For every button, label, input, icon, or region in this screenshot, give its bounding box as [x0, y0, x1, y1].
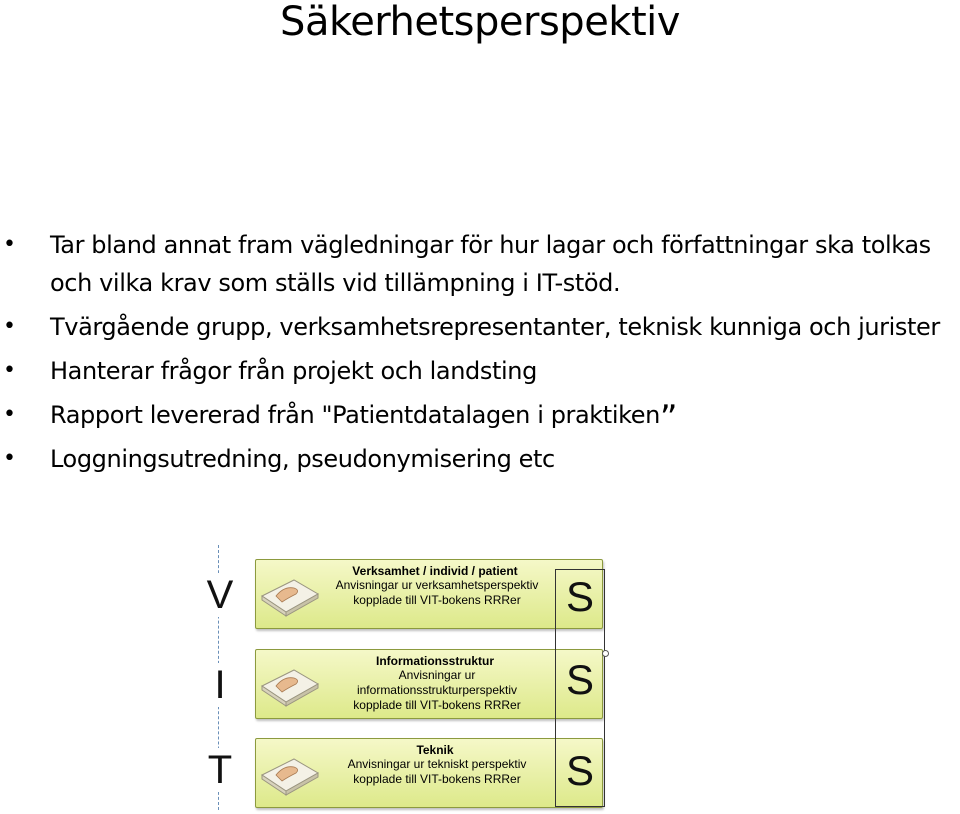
- bullet-item: [0, 226, 960, 302]
- book-icon: [260, 574, 320, 618]
- axis-letter-t: T: [204, 748, 236, 792]
- connector-circle-icon: [602, 650, 609, 657]
- layer-text: [320, 757, 554, 787]
- security-letter-s: S: [565, 747, 594, 794]
- layer-text-line: Anvisningar ur informationsstrukturperspektiv: [356, 668, 518, 697]
- bullet-icon: •: [3, 314, 16, 339]
- bullet-icon: •: [3, 358, 16, 383]
- layer-text-line: kopplade till VIT-bokens RRRer: [353, 772, 521, 786]
- layer-text: [320, 578, 554, 608]
- layer-title: Verksamhet / individ / patient: [352, 564, 518, 578]
- bullet-text: Tar bland annat fram vägledningar för hur lagar och författningar ska tolkas och vilka krav som ställs vid tillämpning i IT-stöd.: [50, 231, 931, 297]
- bullet-icon: •: [3, 402, 16, 427]
- bullet-icon: •: [3, 232, 16, 257]
- bullet-text: Tvärgående grupp, verksamhetsrepresentanter, teknisk kunniga och jurister: [50, 313, 940, 341]
- layer-text-line: kopplade till VIT-bokens RRRer: [353, 698, 521, 712]
- layer-text-line: Anvisningar ur verksamhetsperspektiv: [335, 578, 539, 592]
- bullet-text: Hanterar frågor från projekt och landsting: [50, 357, 537, 385]
- layer-teknik: [255, 738, 603, 808]
- security-letter-s: S: [565, 656, 594, 703]
- bullet-text: Loggningsutredning, pseudonymisering etc: [50, 445, 555, 473]
- security-letter-s: S: [565, 573, 594, 620]
- bullet-item: [0, 352, 960, 390]
- layer-text-line: Anvisningar ur tekniskt perspektiv: [347, 757, 527, 771]
- book-icon: [260, 753, 320, 797]
- bullet-item: [0, 396, 960, 438]
- bullet-text: Rapport levererad från "Patientdatalagen i praktiken: [50, 401, 660, 429]
- vit-diagram: [200, 545, 620, 814]
- layer-text-line: kopplade till VIT-bokens RRRer: [353, 593, 521, 607]
- axis-letter-i: I: [204, 663, 236, 707]
- axis-letter-v: V: [204, 573, 236, 617]
- closing-quote: ”: [659, 398, 678, 438]
- bullet-item: [0, 308, 960, 346]
- bullet-list: [0, 226, 960, 484]
- layer-title: Teknik: [416, 743, 454, 757]
- slide-title: Säkerhetsperspektiv: [280, 0, 680, 45]
- layer-verksamhet: [255, 559, 603, 629]
- book-icon: [260, 664, 320, 708]
- layer-title: Informationsstruktur: [375, 654, 494, 668]
- bullet-icon: •: [3, 446, 16, 471]
- layer-text: [320, 668, 554, 713]
- layer-informationsstruktur: [255, 649, 603, 719]
- bullet-item: [0, 440, 960, 478]
